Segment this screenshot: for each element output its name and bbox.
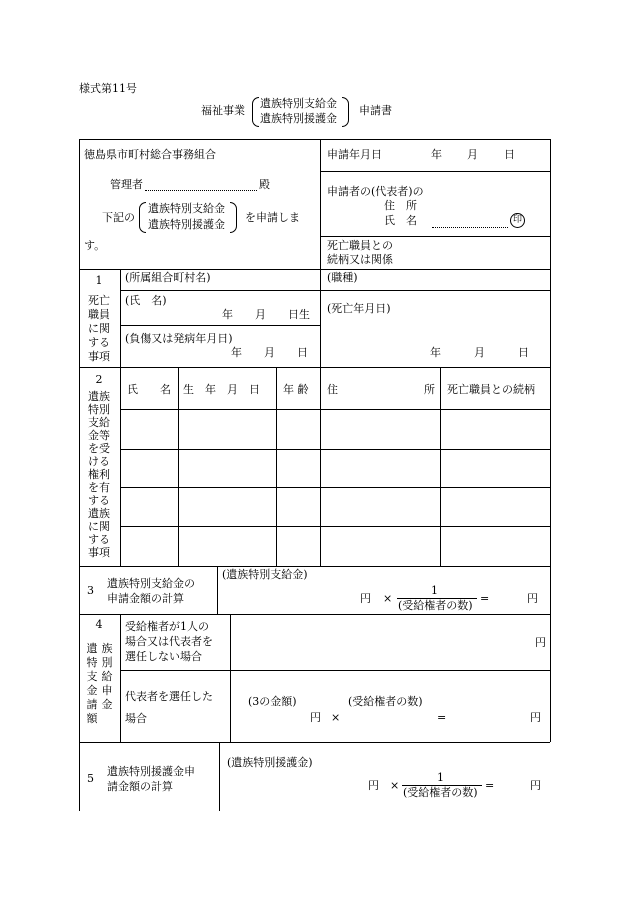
injury-date-label: 年 月 日 [231, 346, 308, 359]
kaki-label: 下記の [102, 211, 135, 224]
rule-date-bottom [320, 171, 550, 172]
sec5-sub-label: (遺族特別援護金) [227, 756, 313, 769]
top-paren-right [230, 202, 237, 233]
rule-sec2-top [79, 367, 550, 368]
sec4-label-char: 別 [101, 656, 113, 669]
sec1-number: 1 [95, 274, 103, 287]
rule-sec4-top [79, 614, 550, 615]
rule-sec1-name-bottom [120, 325, 320, 326]
rule-sec5-col [219, 742, 220, 811]
rule-sec2-col4 [440, 367, 441, 566]
sec4-label-char: 支 [86, 670, 98, 683]
sec5-denominator: (受給権者の数) [403, 786, 478, 799]
sec2-label-line: ける [88, 455, 110, 468]
address-label: 住 所 [384, 199, 417, 212]
col-header-age: 年 齢 [283, 383, 309, 396]
rule-sec3-top [79, 566, 550, 567]
sec4-single-label-3: 選任しない場合 [125, 650, 202, 663]
rule-sec4-label-col [120, 614, 121, 742]
sec5-yen-1: 円 [368, 779, 379, 792]
sec4-label-char: 金 [86, 684, 98, 697]
union-label: (所属組合町村名) [125, 271, 211, 284]
top-paren-left [139, 202, 146, 233]
birth-date-label: 年 月 日生 [222, 308, 310, 321]
rule-sec1-union-bottom [120, 290, 550, 291]
sec5-yen-2: 円 [530, 779, 541, 792]
sec4-rep-yen: 円 [310, 711, 321, 724]
sec1-label-line: 事項 [88, 350, 110, 363]
sec1-label-line: 死亡 [88, 294, 110, 307]
addressee: 徳島県市町村総合事務組合 [84, 148, 216, 161]
sec3-label-1: 遺族特別支給金の [107, 577, 195, 590]
sec4-label-char: 給 [101, 670, 113, 683]
manager-dotted-line [145, 190, 257, 191]
sec2-label-line: 支給 [88, 416, 110, 429]
manager-label: 管理者 [110, 178, 143, 191]
sec1-label-line: 職員 [88, 308, 110, 321]
sec4-label-char: 族 [101, 642, 113, 655]
sec2-label-line: 金等 [88, 429, 110, 442]
sec4-rep-times: × [331, 711, 341, 724]
sec5-times: × [390, 779, 400, 792]
sec2-label-line: を有 [88, 481, 110, 494]
rule-top-divider [320, 139, 321, 367]
title-paren-left [252, 97, 259, 127]
title-option-2: 遺族特別援護金 [260, 112, 337, 125]
sec2-number: 2 [95, 373, 103, 386]
sec4-count-label: (受給権者の数) [348, 695, 423, 708]
sec4-label-char: 請 [86, 698, 98, 711]
outer-right-border [550, 139, 551, 742]
sec2-label-line: を受 [88, 442, 110, 455]
sec3-label-2: 申請金額の計算 [107, 592, 184, 605]
date-tsuki: 月 [467, 148, 478, 161]
sec1-label-line: に関 [88, 322, 110, 335]
sec4-label-char: 申 [101, 684, 113, 697]
sec5-label-1: 遺族特別援護金申 [107, 765, 195, 778]
sec4-rep-label-1: 代表者を選任した [125, 690, 213, 703]
rule-sec2-header-bottom [120, 409, 550, 410]
rule-label-col [120, 269, 121, 567]
sec4-label-char: 金 [101, 698, 113, 711]
rule-sec2-row3 [120, 526, 550, 527]
deceased-name-label: (氏 名) [125, 294, 167, 307]
sec4-rep-yen-2: 円 [530, 711, 541, 724]
date-hi: 日 [504, 148, 515, 161]
sec4-label-char: 額 [86, 712, 98, 725]
sec5-equals: = [485, 779, 495, 792]
title-suffix: 申請書 [359, 104, 392, 117]
top-option-1: 遺族特別支給金 [148, 202, 225, 215]
col-header-birthdate: 生 年 月 日 [183, 383, 260, 396]
sec4-number: 4 [95, 618, 103, 631]
sec2-label-line: 権利 [88, 468, 110, 481]
sec3-numerator: 1 [431, 584, 438, 597]
col-header-address-2: 所 [424, 383, 435, 396]
sec2-label-line: 遺族 [88, 390, 110, 403]
shinsei-label: を申請しま [245, 211, 300, 224]
col-header-address-1: 住 [327, 383, 338, 396]
sec2-label-line: する [88, 494, 110, 507]
sec3-sub-label: (遺族特別支給金) [222, 568, 308, 581]
sec4-amount-label: (3の金額) [248, 695, 297, 708]
sec5-numerator: 1 [437, 771, 444, 784]
rule-sec2-col1 [178, 367, 179, 566]
sec4-label-char: 特 [86, 656, 98, 669]
rule-sec2-col3 [320, 367, 321, 566]
sec3-yen-1: 円 [360, 592, 371, 605]
sec5-label-2: 請金額の計算 [107, 780, 173, 793]
title-prefix: 福祉事業 [201, 104, 245, 117]
rule-sec1-top [79, 269, 550, 270]
rule-top [79, 139, 550, 140]
death-date-label: (死亡年月日) [327, 302, 391, 315]
rule-sec5-top [79, 742, 550, 743]
death-ymd-label: 年 月 日 [430, 346, 529, 359]
relation-label-2: 続柄又は関係 [327, 253, 393, 266]
injury-label: (負傷又は発病年月日) [125, 332, 233, 345]
sec4-single-yen: 円 [535, 636, 546, 649]
top-option-2: 遺族特別援護金 [148, 218, 225, 231]
seal-icon: 印 [510, 213, 525, 228]
rule-applicant-bottom [320, 236, 550, 237]
form-number: 様式第11号 [79, 82, 137, 95]
sec3-number: 3 [87, 584, 94, 597]
sec2-label-line: 遺族 [88, 507, 110, 520]
col-header-relation: 死亡職員との続柄 [447, 383, 535, 396]
rule-sec2-row2 [120, 487, 550, 488]
rule-sec2-row1 [120, 449, 550, 450]
col-header-name: 氏 名 [127, 383, 171, 396]
rule-sec2-col2 [276, 367, 277, 566]
applicant-label: 申請者の(代表者)の [327, 185, 424, 198]
sec5-number: 5 [87, 772, 94, 785]
rule-sec4-mid [120, 670, 550, 671]
shokushu-label: (職種) [327, 271, 358, 284]
sec4-label-char: 遺 [86, 642, 98, 655]
sec4-rep-equals: = [437, 711, 447, 724]
sec4-rep-label-2: 場合 [125, 712, 147, 725]
name-label: 氏 名 [384, 214, 417, 227]
sec1-label-line: する [88, 336, 110, 349]
su-label: す。 [84, 239, 106, 252]
relation-label-1: 死亡職員との [327, 239, 393, 252]
tono-label: 殿 [259, 178, 270, 191]
sec4-single-label-1: 受給権者が1人の [125, 620, 209, 633]
sec3-times: × [383, 592, 393, 605]
title-paren-right [342, 97, 349, 127]
sec3-equals: = [480, 592, 490, 605]
sec2-label-line: に関 [88, 520, 110, 533]
sec3-denominator: (受給権者の数) [398, 599, 473, 612]
date-label: 申請年月日 [327, 148, 382, 161]
sec4-single-label-2: 場合又は代表者を [125, 635, 213, 648]
sec2-label-line: 特別 [88, 403, 110, 416]
sec3-yen-2: 円 [527, 592, 538, 605]
sec2-label-line: 事項 [88, 546, 110, 559]
date-nen: 年 [431, 148, 442, 161]
rule-sec3-col [217, 566, 218, 614]
rule-sec4-col [230, 614, 231, 742]
applicant-name-dotted-line [432, 227, 508, 228]
sec2-label-line: する [88, 533, 110, 546]
title-option-1: 遺族特別支給金 [260, 97, 337, 110]
